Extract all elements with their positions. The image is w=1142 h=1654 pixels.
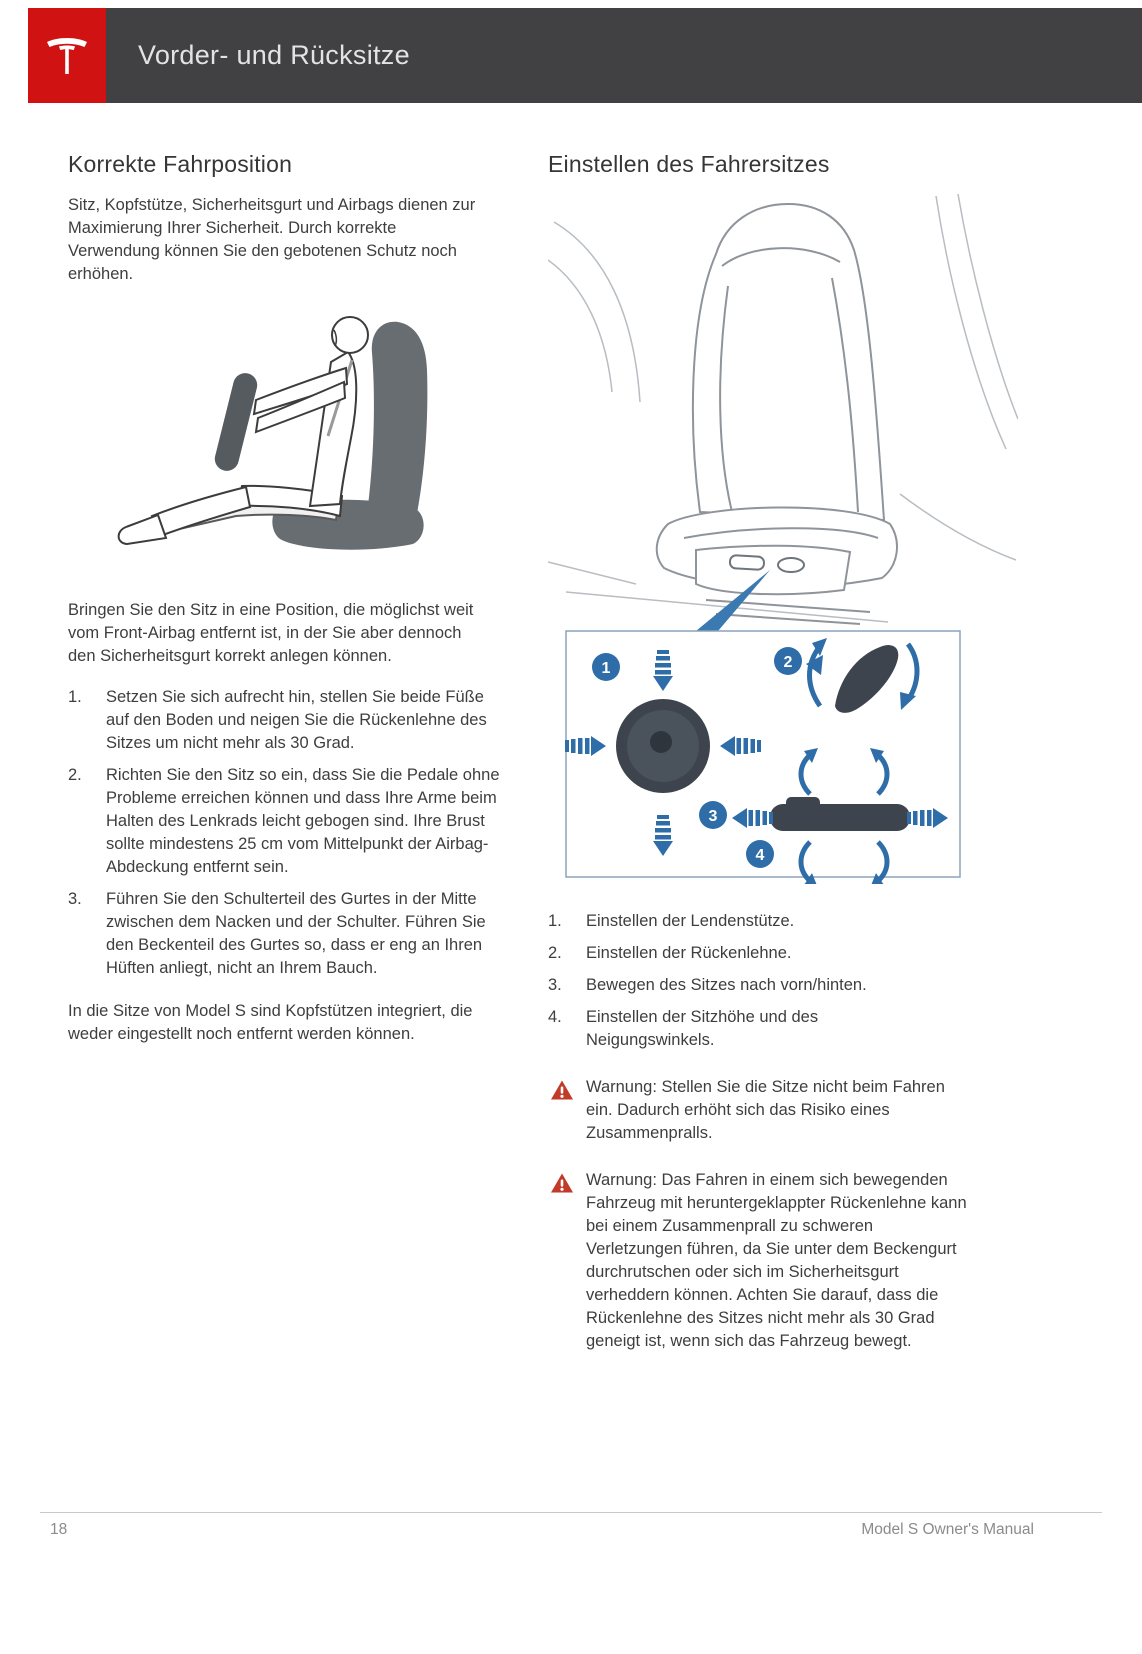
intro-paragraph: Sitz, Kopfstütze, Sicherheitsgurt und Airbags dienen zur Maximierung Ihrer Sicherheit. Durch korrekte Verwendung können Sie den gebotenen Schutz noch erhöhen. bbox=[68, 196, 476, 283]
section-heading-right: Einstellen des Fahrersitzes bbox=[548, 151, 830, 177]
list-text: Richten Sie den Sitz so ein, dass Sie die Pedale ohne Probleme erreichen können und dass Ihre Arme beim Halten des Lenkrads leicht gebogen sind. Ihre Brust sollte mindestens 25 cm vom Mittelpunkt der Airbag-Abdeckung entfernt sein. bbox=[106, 766, 500, 876]
callout-1-number: 1 bbox=[601, 660, 611, 677]
seat-adjustment-figure bbox=[548, 194, 1018, 884]
list-text: Einstellen der Sitzhöhe und des Neigungswinkels. bbox=[586, 1008, 819, 1049]
driving-position-illustration bbox=[96, 308, 444, 573]
warning-block bbox=[548, 1076, 1048, 1145]
list-item bbox=[68, 764, 500, 879]
callout-2-badge bbox=[774, 647, 802, 675]
list-number: 3. bbox=[68, 890, 82, 908]
section-heading-left: Korrekte Fahrposition bbox=[68, 151, 293, 177]
list-number: 4. bbox=[548, 1008, 562, 1026]
seat-adjustment-list bbox=[548, 910, 1048, 1052]
page-footer bbox=[40, 1512, 1102, 1539]
tesla-logo-box bbox=[28, 8, 106, 103]
page-number: 18 bbox=[50, 1521, 68, 1538]
warning-triangle-icon bbox=[550, 1079, 574, 1101]
callout-3-badge bbox=[699, 801, 727, 829]
callout-3-number: 3 bbox=[708, 808, 718, 825]
list-item bbox=[68, 686, 500, 755]
tesla-logo-icon bbox=[47, 34, 87, 78]
list-item bbox=[548, 942, 1048, 965]
driving-position-figure bbox=[96, 308, 444, 573]
position-paragraph: Bringen Sie den Sitz in eine Position, die möglichst weit vom Front-Airbag entfernt ist, in der Sie aber dennoch den Sicherheitsgurt korrekt anlegen können. bbox=[68, 601, 474, 665]
driver-seat-drawing bbox=[657, 204, 897, 624]
list-number: 1. bbox=[68, 688, 82, 706]
callout-4-number: 4 bbox=[755, 847, 765, 864]
list-item bbox=[548, 1006, 1048, 1052]
warning-text: Warnung: Stellen Sie die Sitze nicht beim Fahren ein. Dadurch erhöht sich das Risiko eines Zusammenpralls. bbox=[586, 1078, 945, 1142]
list-number: 3. bbox=[548, 976, 562, 994]
list-text: Bewegen des Sitzes nach vorn/hinten. bbox=[586, 976, 867, 994]
page-header bbox=[28, 8, 1142, 103]
driving-position-steps bbox=[68, 686, 500, 980]
content-area bbox=[0, 103, 1142, 1353]
headrest-paragraph: In die Sitze von Model S sind Kopfstützen integriert, die weder eingestellt noch entfernt werden können. bbox=[68, 1002, 473, 1043]
list-item bbox=[68, 888, 500, 980]
list-number: 2. bbox=[548, 944, 562, 962]
section-einstellen-fahrersitz bbox=[548, 151, 1048, 1353]
section-korrekte-fahrposition bbox=[68, 151, 500, 1353]
callout-1-badge bbox=[592, 653, 620, 681]
warning-triangle-icon bbox=[550, 1172, 574, 1194]
manual-title: Model S Owner's Manual bbox=[861, 1521, 1034, 1538]
lumbar-knob-control bbox=[616, 699, 710, 793]
chapter-title: Vorder- und Rücksitze bbox=[138, 40, 410, 70]
callout-4-badge bbox=[746, 840, 774, 868]
list-text: Führen Sie den Schulterteil des Gurtes in der Mitte zwischen dem Nacken und der Schulter. Führen Sie den Beckenteil des Gurtes so, dass er eng an Ihren Hüften anliegt, nicht an Ihrem Bauch. bbox=[106, 890, 486, 977]
warning-text: Warnung: Das Fahren in einem sich bewegenden Fahrzeug mit heruntergeklappter Rückenlehne kann bei einem Zusammenprall zu schweren Verletzungen führen, da Sie unter dem Beckengurt durchrutschen oder sich im Sicherheitsgurt verheddern können. Achten Sie darauf, dass die Rückenlehne des Sitzes nicht mehr als 30 Grad geneigt ist, wenn sich das Fahrzeug bewegt. bbox=[586, 1171, 967, 1350]
callout-2-number: 2 bbox=[783, 654, 793, 671]
list-text: Einstellen der Rückenlehne. bbox=[586, 944, 792, 962]
list-item bbox=[548, 974, 1048, 997]
list-number: 1. bbox=[548, 912, 562, 930]
seat-adjustment-illustration bbox=[548, 194, 1018, 884]
list-text: Setzen Sie sich aufrecht hin, stellen Sie beide Füße auf den Boden und neigen Sie die Rückenlehne des Sitzes um nicht mehr als 30 Grad. bbox=[106, 688, 487, 752]
list-item bbox=[548, 910, 1048, 933]
list-text: Einstellen der Lendenstütze. bbox=[586, 912, 795, 930]
warning-block bbox=[548, 1169, 1048, 1353]
list-number: 2. bbox=[68, 766, 82, 784]
